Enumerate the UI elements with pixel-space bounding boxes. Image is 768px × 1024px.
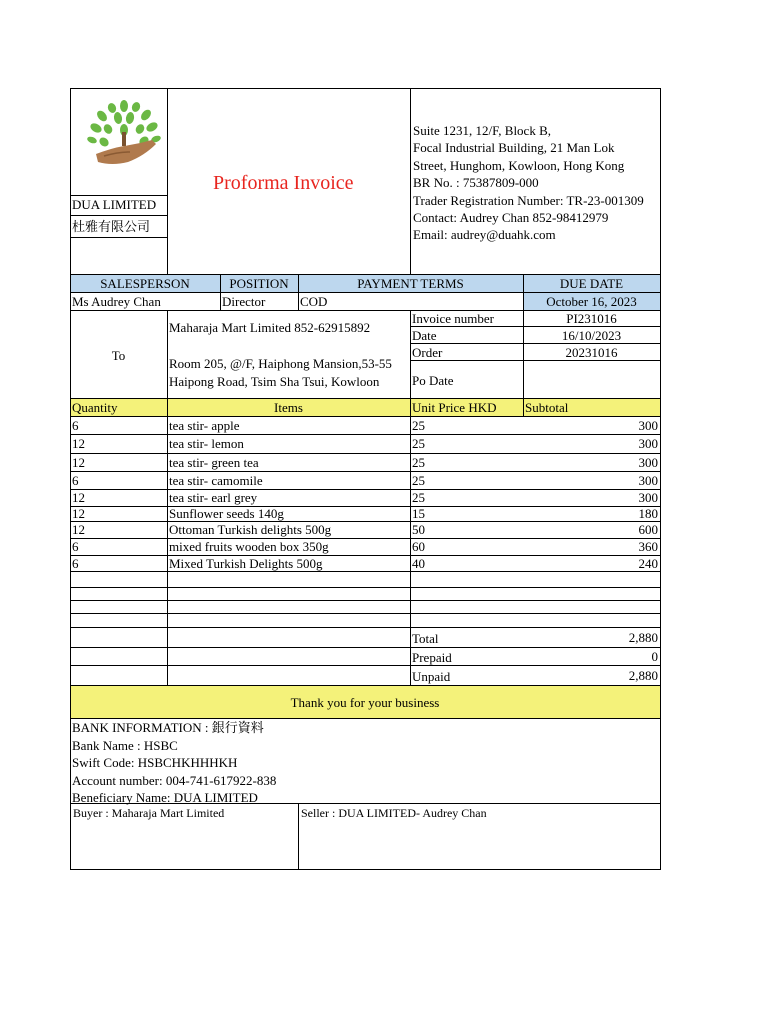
item-qty: 12 xyxy=(72,522,85,537)
contact-line: Contact: Audrey Chan 852-98412979 xyxy=(413,210,609,226)
due-date-value: October 16, 2023 xyxy=(546,294,637,309)
item-subtotal: 360 xyxy=(638,539,658,554)
item-qty: 12 xyxy=(72,490,85,505)
date-label: Date xyxy=(412,328,437,343)
address-line: Focal Industrial Building, 21 Man Lok xyxy=(413,140,615,156)
invoice-number-label: Invoice number xyxy=(412,311,494,326)
company-address-block xyxy=(413,122,644,244)
order-label: Order xyxy=(412,345,443,360)
item-name: Mixed Turkish Delights 500g xyxy=(169,556,323,571)
item-price: 15 xyxy=(412,506,425,521)
customer-address-line1: Room 205, @/F, Haiphong Mansion,53-55 xyxy=(169,356,392,371)
items-header: Items xyxy=(274,400,303,415)
item-name: tea stir- apple xyxy=(169,418,240,433)
to-label: To xyxy=(111,348,126,363)
item-subtotal: 600 xyxy=(638,522,658,537)
company-name-zh: 杜雅有限公司 xyxy=(72,219,151,234)
item-subtotal: 240 xyxy=(638,556,658,571)
email-line: Email: audrey@duahk.com xyxy=(413,227,556,243)
position-value: Director xyxy=(222,294,266,309)
item-name: Ottoman Turkish delights 500g xyxy=(169,522,332,537)
item-qty: 6 xyxy=(72,556,79,571)
address-line: Suite 1231, 12/F, Block B, xyxy=(413,123,551,138)
item-qty: 6 xyxy=(72,473,79,488)
item-price: 40 xyxy=(412,556,425,571)
invoice-number-value: PI231016 xyxy=(566,311,617,326)
salesperson-value: Ms Audrey Chan xyxy=(72,294,161,309)
thank-you-message: Thank you for your business xyxy=(290,695,440,710)
item-qty: 12 xyxy=(72,436,85,451)
trader-registration: Trader Registration Number: TR-23-001309 xyxy=(413,192,644,208)
item-name: tea stir- lemon xyxy=(169,436,244,451)
item-price: 25 xyxy=(412,418,425,433)
total-value: 2,880 xyxy=(628,630,658,645)
quantity-header: Quantity xyxy=(72,400,118,415)
customer-name: Maharaja Mart Limited 852-62915892 xyxy=(169,320,371,335)
invoice-title: Proforma Invoice xyxy=(213,172,354,194)
unpaid-value: 2,880 xyxy=(628,668,658,683)
item-name: Sunflower seeds 140g xyxy=(169,506,284,521)
item-subtotal: 300 xyxy=(638,490,658,505)
item-price: 25 xyxy=(412,473,425,488)
item-name: mixed fruits wooden box 350g xyxy=(169,539,329,554)
item-price: 25 xyxy=(412,490,425,505)
item-qty: 6 xyxy=(72,539,79,554)
account-number: Account number: 004-741-617922-838 xyxy=(72,772,277,788)
br-number: BR No. : 75387809-000 xyxy=(413,175,539,191)
company-name-en: DUA LIMITED xyxy=(72,197,157,212)
unit-price-header: Unit Price HKD xyxy=(412,400,497,415)
payment-terms-value: COD xyxy=(300,294,328,309)
item-price: 60 xyxy=(412,539,425,554)
payment-terms-label: PAYMENT TERMS xyxy=(357,276,464,291)
item-price: 50 xyxy=(412,522,425,537)
item-subtotal: 300 xyxy=(638,436,658,451)
swift-code: Swift Code: HSBCHKHHHKH xyxy=(72,755,238,771)
item-price: 25 xyxy=(412,455,425,470)
buyer-signature: Buyer : Maharaja Mart Limited xyxy=(73,806,225,820)
address-line: Street, Hunghom, Kowloon, Hong Kong xyxy=(413,157,625,173)
item-qty: 12 xyxy=(72,506,85,521)
item-subtotal: 300 xyxy=(638,418,658,433)
due-date-label: DUE DATE xyxy=(559,276,624,291)
order-value: 20231016 xyxy=(565,345,618,360)
beneficiary-name: Beneficiary Name: DUA LIMITED xyxy=(72,790,258,806)
unpaid-label: Unpaid xyxy=(412,669,451,684)
item-qty: 6 xyxy=(72,418,79,433)
prepaid-value: 0 xyxy=(651,649,658,664)
item-name: tea stir- earl grey xyxy=(169,490,258,505)
item-price: 25 xyxy=(412,436,425,451)
position-label: POSITION xyxy=(229,276,289,291)
company-logo xyxy=(84,96,164,172)
bank-heading: BANK INFORMATION : 銀行資料 xyxy=(72,720,264,735)
subtotal-header: Subtotal xyxy=(525,400,569,415)
customer-address-line2: Haipong Road, Tsim Sha Tsui, Kowloon xyxy=(169,374,380,389)
item-subtotal: 180 xyxy=(638,506,658,521)
bank-name: Bank Name : HSBC xyxy=(72,737,178,753)
seller-signature: Seller : DUA LIMITED- Audrey Chan xyxy=(301,806,487,820)
item-name: tea stir- green tea xyxy=(169,455,259,470)
po-date-label: Po Date xyxy=(412,373,454,388)
prepaid-label: Prepaid xyxy=(412,650,452,665)
salesperson-label: SALESPERSON xyxy=(100,276,190,291)
bank-information xyxy=(72,719,276,807)
item-qty: 12 xyxy=(72,455,85,470)
item-name: tea stir- camomile xyxy=(169,473,263,488)
item-subtotal: 300 xyxy=(638,455,658,470)
item-subtotal: 300 xyxy=(638,473,658,488)
date-value: 16/10/2023 xyxy=(561,328,622,343)
total-label: Total xyxy=(412,631,439,646)
